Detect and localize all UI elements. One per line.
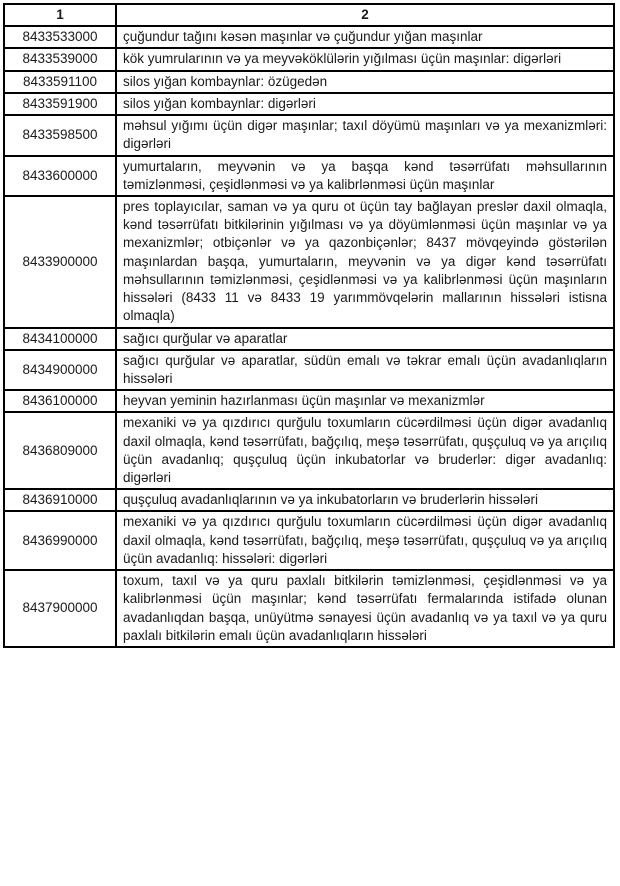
description-cell: pres toplayıcılar, saman və ya quru ot üçün tay bağlayan preslər daxil olmaqla, kənd təsərrüfatı bitkilərinin yığılması və ya döyümlənməsi üçün maşınlar və ya mexanizmlər; otbiçənlər və ya qazonbiçənlər; 8437 mövqeyində göstərilən maşınlardan başqa, yumurtaların, meyvənin və ya digər kənd təsərrüfatı məhsullarının təmizlənməsi, çeşidlənməsi və ya kalibrlənməsi üçün maşınların hissələri (8433 11 və 8433 19 yarımmövqelərin mallarının hissələri istisna olmaqla) — [116, 196, 614, 328]
table-row — [4, 48, 614, 70]
table-row — [4, 93, 614, 115]
code-cell: 8433900000 — [4, 196, 116, 328]
code-cell: 8436809000 — [4, 412, 116, 489]
table-row — [4, 328, 614, 350]
table-row — [4, 570, 614, 647]
table-row — [4, 115, 614, 155]
table-row — [4, 196, 614, 328]
table-body — [4, 26, 614, 647]
table-row — [4, 26, 614, 48]
code-cell: 8433591900 — [4, 93, 116, 115]
description-cell: məhsul yığımı üçün digər maşınlar; taxıl döyümü maşınları və ya mexanizmləri: digərləri — [116, 115, 614, 155]
code-cell: 8434900000 — [4, 350, 116, 390]
description-cell: silos yığan kombaynlar: özügedən — [116, 71, 614, 93]
table-row — [4, 489, 614, 511]
description-cell: sağıcı qurğular və aparatlar, südün emalı və təkrar emalı üçün avadanlıqların hissələri — [116, 350, 614, 390]
description-cell: heyvan yeminin hazırlanması üçün maşınlar və mexanizmlər — [116, 390, 614, 412]
code-cell: 8434100000 — [4, 328, 116, 350]
description-cell: sağıcı qurğular və aparatlar — [116, 328, 614, 350]
code-cell: 8436910000 — [4, 489, 116, 511]
table-row — [4, 71, 614, 93]
code-cell: 8433600000 — [4, 156, 116, 196]
description-cell: quşçuluq avadanlıqlarının və ya inkubatorların və bruderlərin hissələri — [116, 489, 614, 511]
description-cell: mexaniki və ya qızdırıcı qurğulu toxumların cücərdilməsi üçün digər avadanlıq daxil olmaqla, kənd təsərrüfatı, bağçılıq, meşə təsərrüfatı, quşçuluq və ya arıçılıq üçün avadanlıq; quşçuluq üçün inkubatorlar və bruderlər: digər avadanlıq: digərləri — [116, 412, 614, 489]
table-row — [4, 511, 614, 570]
table-row — [4, 390, 614, 412]
header-col-code: 1 — [4, 4, 116, 26]
code-cell: 8433533000 — [4, 26, 116, 48]
header-row — [4, 4, 614, 26]
code-cell: 8433591100 — [4, 71, 116, 93]
description-cell: silos yığan kombaynlar: digərləri — [116, 93, 614, 115]
code-cell: 8436990000 — [4, 511, 116, 570]
table-header — [4, 4, 614, 26]
code-cell: 8433598500 — [4, 115, 116, 155]
description-cell: mexaniki və ya qızdırıcı qurğulu toxumların cücərdilməsi üçün digər avadanlıq daxil olmaqla, kənd təsərrüfatı, bağçılıq, meşə təsərrüfatı, quşçuluq və ya arıçılıq üçün avadanlıq: hissələri: digərləri — [116, 511, 614, 570]
table-row — [4, 156, 614, 196]
header-col-description: 2 — [116, 4, 614, 26]
description-cell: kök yumrularının və ya meyvəköklülərin yığılması üçün maşınlar: digərləri — [116, 48, 614, 70]
table-row — [4, 412, 614, 489]
code-cell: 8436100000 — [4, 390, 116, 412]
code-cell: 8437900000 — [4, 570, 116, 647]
table-row — [4, 350, 614, 390]
tariff-code-table — [3, 3, 615, 648]
description-cell: çuğundur tağını kəsən maşınlar və çuğundur yığan maşınlar — [116, 26, 614, 48]
description-cell: yumurtaların, meyvənin və ya başqa kənd təsərrüfatı məhsullarının təmizlənməsi, çeşidlənməsi və ya kalibrlənməsi üçün maşınlar — [116, 156, 614, 196]
code-cell: 8433539000 — [4, 48, 116, 70]
description-cell: toxum, taxıl və ya quru paxlalı bitkilərin təmizlənməsi, çeşidlənməsi və ya kalibrlənməsi üçün maşınlar; kənd təsərrüfatı fermalarında istifadə olunan avadanlıqdan başqa, unüyütmə sənayesi üçün avadanlıq və ya taxıl və ya quru paxlalı bitkilərin emalı üçün avadanlıqların hissələri — [116, 570, 614, 647]
